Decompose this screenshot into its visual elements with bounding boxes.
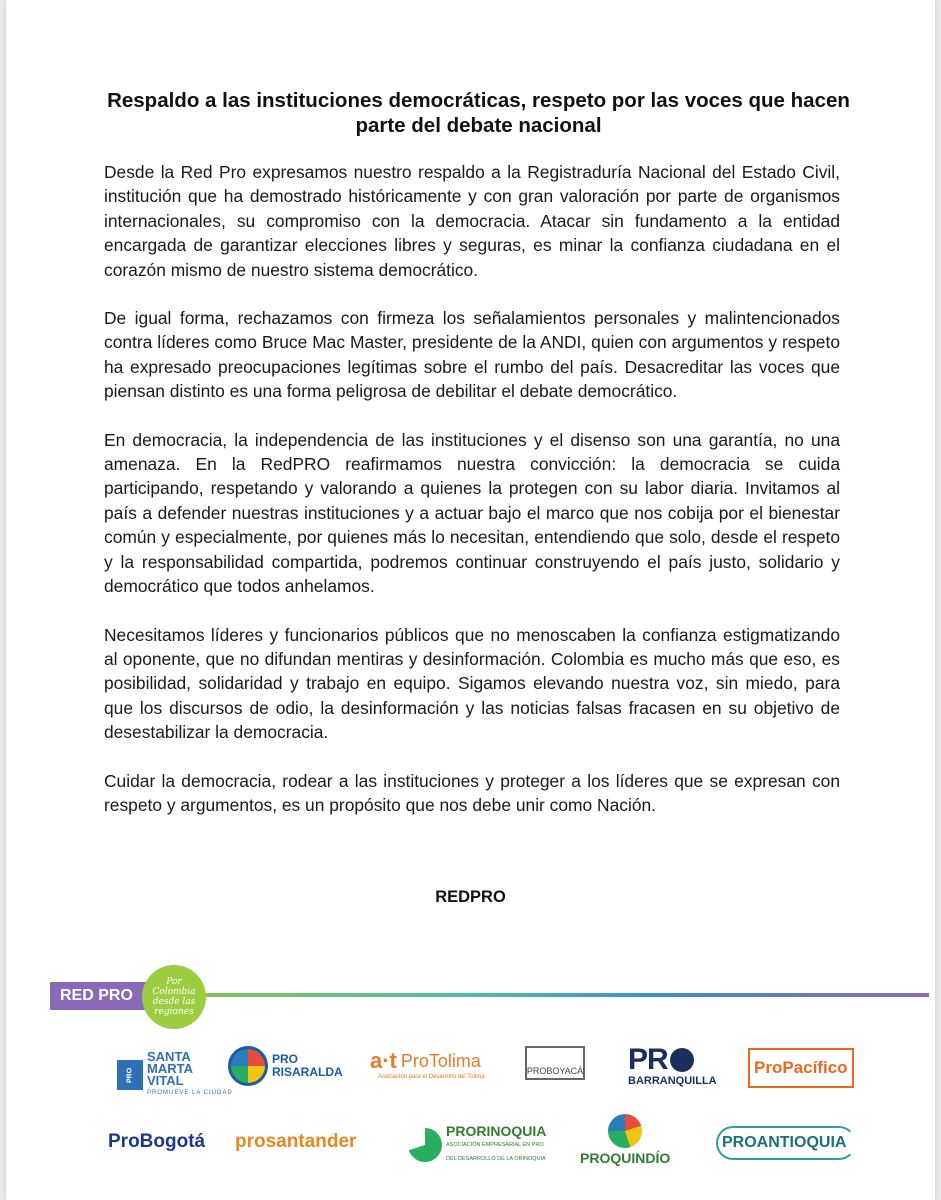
red-pro-label: RED PRO xyxy=(50,982,150,1010)
logo-protolima xyxy=(370,1048,485,1080)
pacifico-name: ProPacífico xyxy=(748,1048,854,1088)
paragraph-1: Desde la Red Pro expresamos nuestro respaldo a la Registraduría Nacional del Estado Civil, institución que ha demostrado históricamente y con gran valoración por parte de organismos internacionales, su compromiso con la democracia. Atacar sin fundamento a la entidad encargada de garantizar elecciones libres y seguras, es minar la confianza ciudadana en el corazón mismo de nuestro sistema democrático. xyxy=(104,162,840,280)
santa-marta-line2: MARTA xyxy=(147,1061,193,1076)
paragraph-5: Cuidar la democracia, rodear a las instituciones y proteger a los líderes que se expresan con respeto y argumentos, es un propósito que nos debe unir como Nación. xyxy=(104,770,840,815)
boyaca-name: PROBOYACÁ xyxy=(525,1046,585,1080)
logo-probogota: ProBogotá xyxy=(108,1131,206,1152)
orinoquia-name: PRORINOQUIA xyxy=(446,1123,547,1139)
orinoquia-sub2: DEL DESARROLLO DE LA ORINOQUIA xyxy=(446,1156,546,1162)
risaralda-emblem-icon xyxy=(228,1046,268,1086)
document-page xyxy=(6,0,935,1200)
document-body xyxy=(104,160,840,841)
red-pro-band xyxy=(50,977,929,1017)
santa-marta-sub: PROMUEVE LA CIUDAD xyxy=(147,1090,233,1096)
logo-prorinoquia xyxy=(408,1124,546,1166)
risaralda-line2: RISARALDA xyxy=(272,1065,343,1079)
orinoquia-ring-icon xyxy=(408,1128,442,1162)
antioquia-name: PROANTIOQUIA xyxy=(716,1126,856,1160)
logo-propacifico xyxy=(748,1048,854,1088)
logo-proquindio xyxy=(580,1114,670,1166)
santa-marta-line1: SANTA xyxy=(147,1049,191,1064)
quindio-emblem-icon xyxy=(608,1114,642,1148)
tolima-sub: Asociación para el Desarrollo del Tolima xyxy=(378,1074,485,1080)
paragraph-2: De igual forma, rechazamos con firmeza los señalamientos personales y malintencionados contra líderes como Bruce Mac Master, presidente de la ANDI, quien con argumentos y respeto ha expresado preocupaciones legítimas sobre el rumbo del país. Desacreditar las voces que piensan distinto es una forma peligrosa de debilitar el debate democrático. xyxy=(104,308,840,402)
paragraph-4: Necesitamos líderes y funcionarios públicos que no menoscaben la confianza estigmatizando al oponente, que no difundan mentiras y desinformación. Colombia es mucho más que eso, es posibilidad, solidaridad y trabajo en equipo. Sigamos elevando nuestra voz, sin miedo, para que los discursos de odio, la desinformación y las noticias falsas fracasen en su objetivo de desestabilizar la democracia. xyxy=(104,624,840,743)
tolima-name: ProTolima xyxy=(400,1050,481,1071)
gradient-line xyxy=(150,993,929,997)
barranquilla-circle-icon xyxy=(670,1048,694,1072)
logo-prosantander: prosantander xyxy=(235,1131,357,1152)
tagline-circle: Por Colombia desde las regiones xyxy=(142,965,206,1029)
tolima-mark: a·t xyxy=(370,1048,397,1073)
logo-proantioquia xyxy=(716,1126,856,1160)
risaralda-line1: PRO xyxy=(272,1052,299,1066)
paragraph-3: En democracia, la independencia de las instituciones y el disenso son una garantía, no una amenaza. En la RedPRO reafirmamos nuestra convicción: la democracia se cuida participando, respetando y valorando a quienes la protegen con su labor diaria. Invitamos al país a defender nuestras instituciones y a actuar bajo el marco que nos cobija por el bienestar común y especialmente, por quienes más lo necesitan, entendiendo que solo, desde el respeto y la responsabilidad compartida, podremos continuar construyendo el país justo, solidario y democrático que todos anhelamos. xyxy=(104,429,840,597)
santa-marta-line3: VITAL xyxy=(147,1073,184,1088)
logo-santa-marta-vital xyxy=(117,1051,233,1099)
barranquilla-mark: PR xyxy=(628,1043,668,1076)
quindio-name: PROQUINDÍO xyxy=(580,1150,671,1166)
signature: REDPRO xyxy=(435,888,506,906)
logo-probarranquilla xyxy=(628,1043,717,1087)
barranquilla-name: BARRANQUILLA xyxy=(628,1075,717,1087)
logo-proboyaca xyxy=(525,1046,585,1080)
santa-marta-pro-box: PRO xyxy=(117,1060,143,1090)
logo-pro-risaralda xyxy=(228,1046,343,1086)
orinoquia-sub1: ASOCIACIÓN EMPRESARIAL EN PRO xyxy=(446,1142,544,1148)
document-title: Respaldo a las instituciones democráticas, respeto por las voces que hacen parte del debate nacional xyxy=(107,89,850,137)
